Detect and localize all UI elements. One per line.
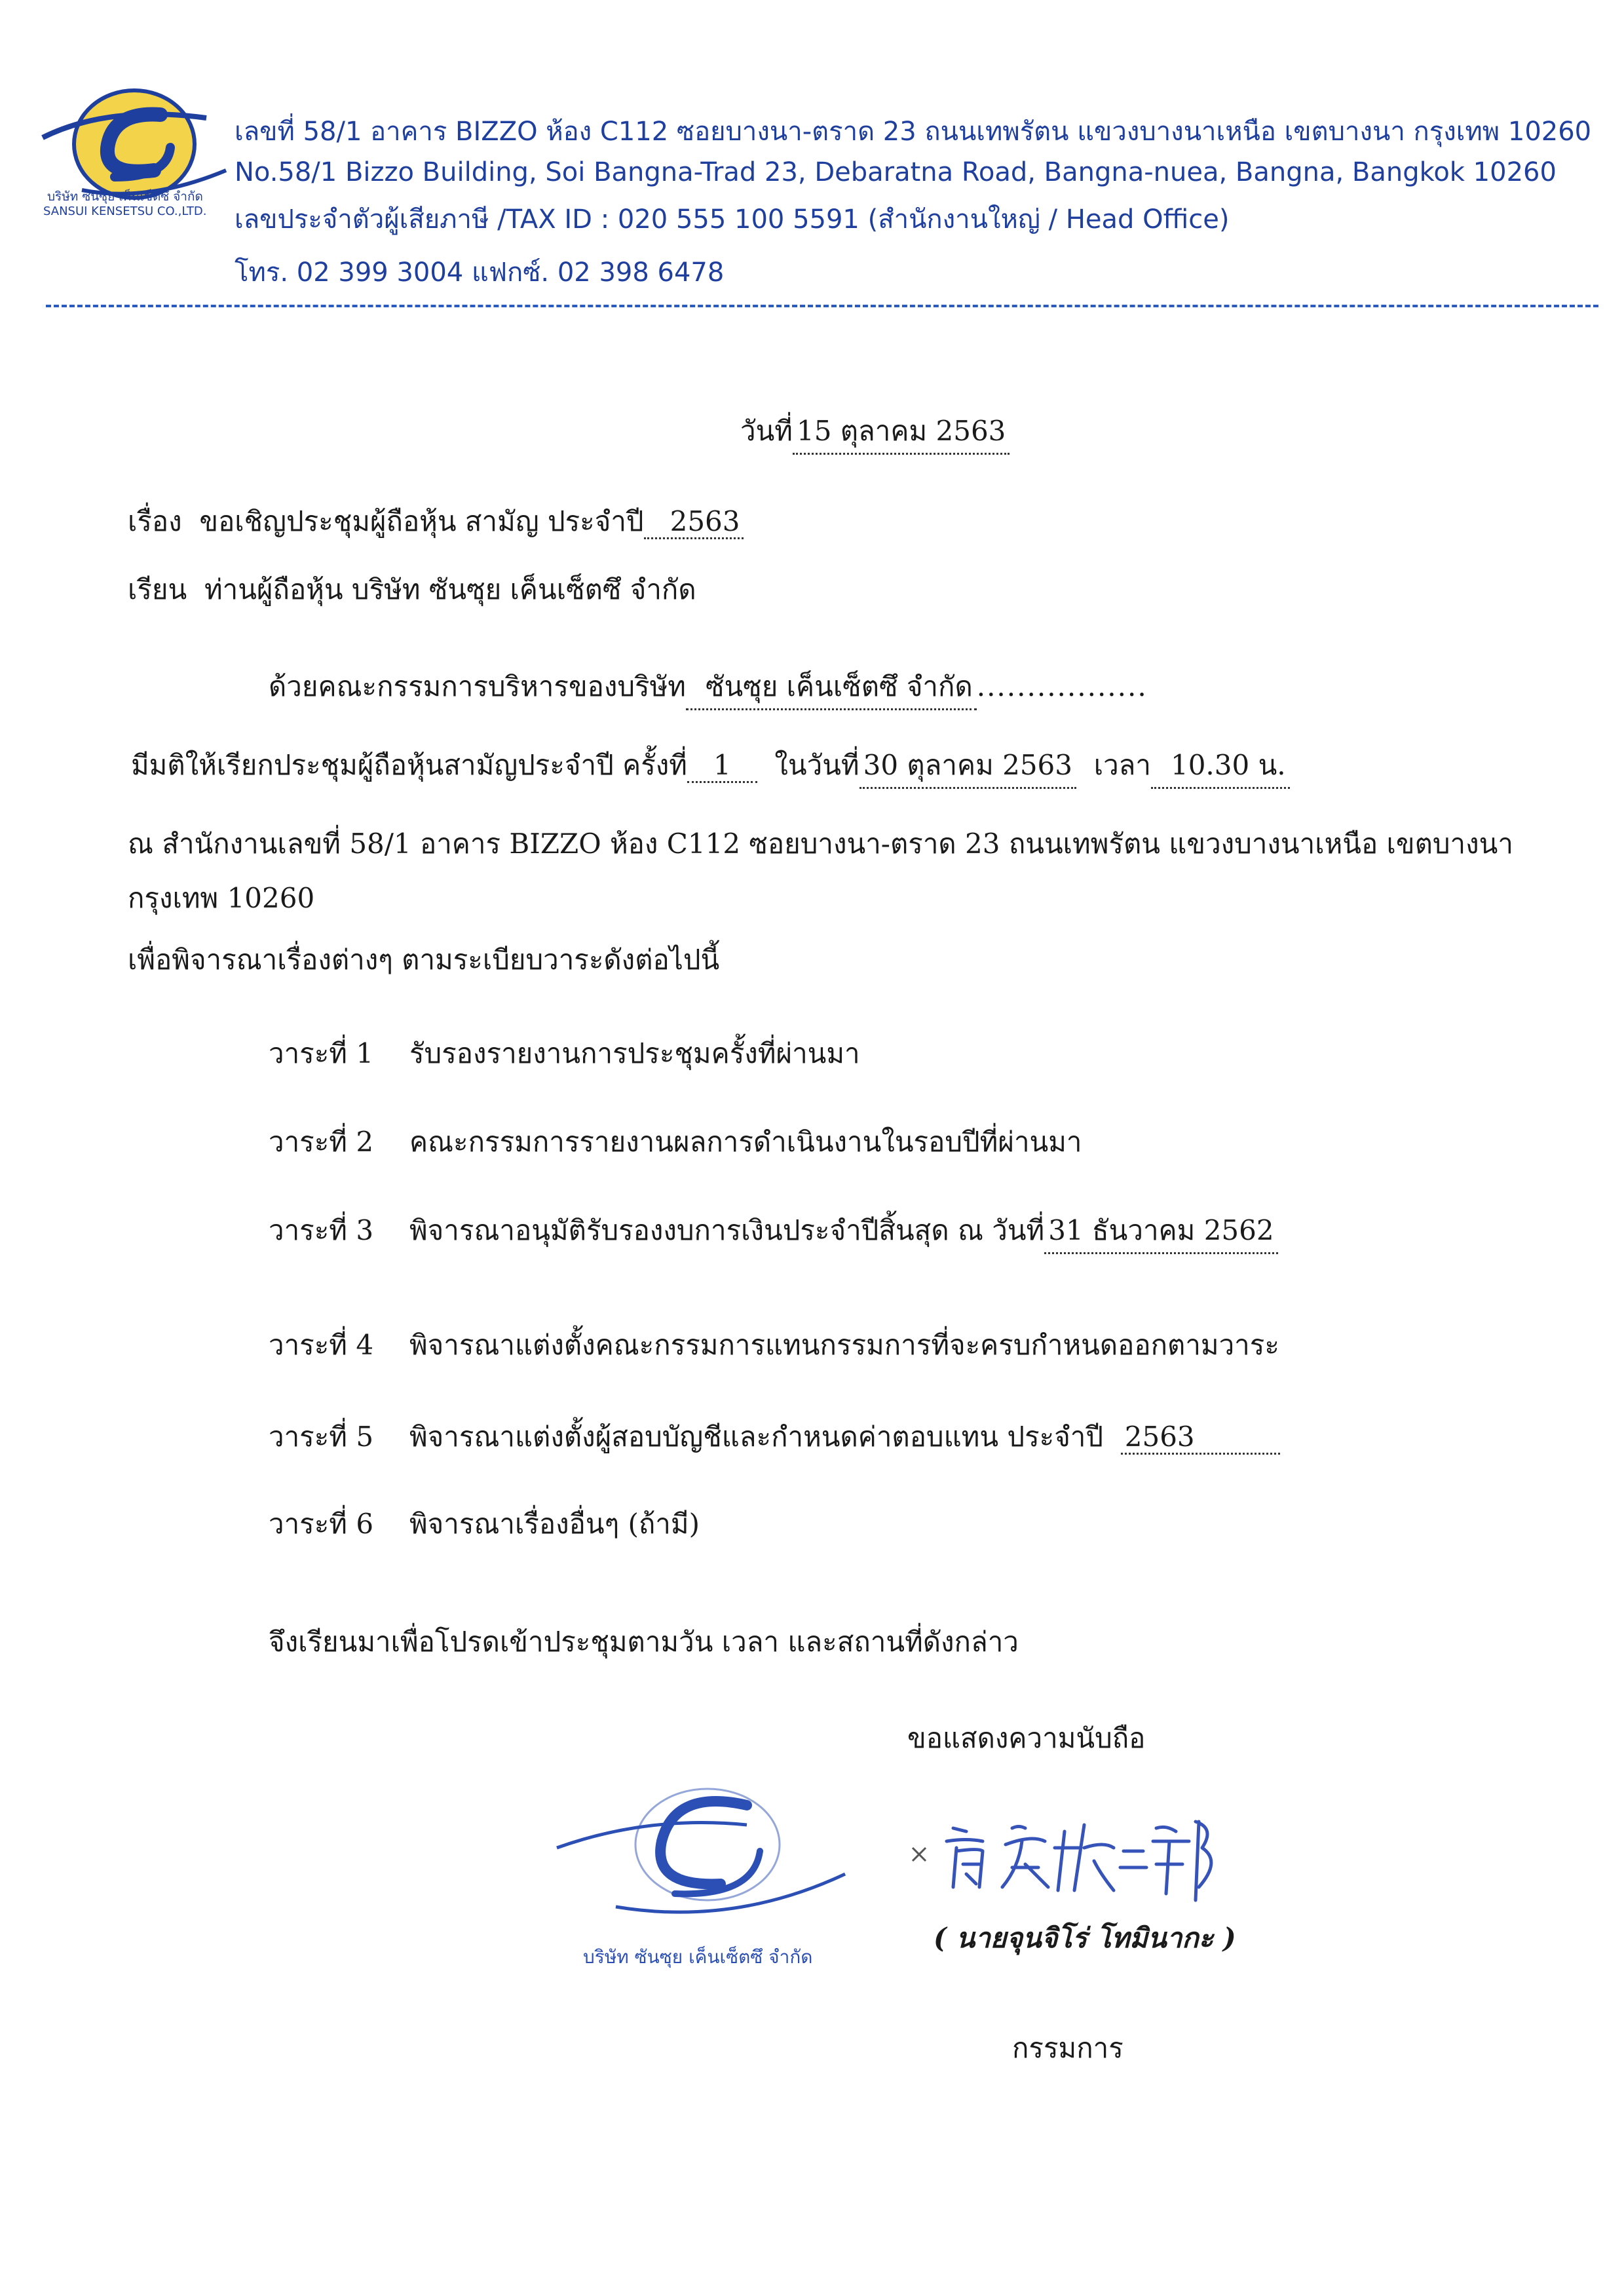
- para-l1-pre: ด้วยคณะกรรมการบริหารของบริษัท: [269, 670, 686, 702]
- agenda-text: รับรองรายงานการประชุมครั้งที่ผ่านมา: [409, 1037, 860, 1069]
- signature-image: [907, 1802, 1248, 1913]
- agenda-fill: 31 ธันวาคม 2562: [1044, 1209, 1277, 1254]
- para-company: ซันซุย เค็นเซ็ตซึ จำกัด: [686, 665, 977, 710]
- agenda-item: [269, 1120, 1082, 1164]
- to-label: เรียน: [128, 573, 187, 605]
- date-label: วันที่: [740, 415, 793, 447]
- agenda-fill: 2563: [1121, 1421, 1280, 1455]
- meeting-number: 1: [687, 749, 757, 783]
- date-value: 15 ตุลาคม 2563: [793, 410, 1010, 455]
- para-date-label: ในวันที่: [774, 749, 859, 781]
- letterhead-tax-id: เลขประจำตัวผู้เสียภาษี /TAX ID : 020 555 100 5591 (สำนักงานใหญ่ / Head Office): [235, 204, 1230, 235]
- logo-caption-th: บริษัท ซันซุย เค็นเซ็ตซึ จำกัด: [47, 189, 203, 204]
- agenda-text: พิจารณาแต่งตั้งคณะกรรมการแทนกรรมการที่จะครบกำหนดออกตามวาระ: [409, 1329, 1279, 1361]
- agenda-item: [269, 1324, 1279, 1367]
- agenda-number: วาระที่ 6: [269, 1508, 374, 1540]
- signer-name: ( นายจุนจิโร่ โทมินากะ ): [934, 1922, 1236, 1954]
- closing-line: จึงเรียนมาเพื่อโปรดเข้าประชุมตามวัน เวลา และสถานที่ดังกล่าว: [269, 1626, 1019, 1658]
- para-line-5: เพื่อพิจารณาเรื่องต่างๆ ตามระเบียบวาระดังต่อไปนี้: [128, 944, 720, 976]
- letterhead-divider: [46, 305, 1598, 307]
- agenda-text: พิจารณาเรื่องอื่นๆ (ถ้ามี): [409, 1508, 700, 1540]
- para-line-1: [269, 665, 1148, 710]
- agenda-item: [269, 1032, 860, 1075]
- subject-text: ขอเชิญประชุมผู้ถือหุ้น สามัญ ประจำปี: [199, 505, 644, 537]
- letterhead-phone-fax: โทร. 02 399 3004 แฟกซ์. 02 398 6478: [235, 258, 725, 288]
- company-stamp-icon: [550, 1776, 852, 1933]
- to-text: ท่านผู้ถือหุ้น บริษัท ซันซุย เค็นเซ็ตซึ จำกัด: [204, 573, 696, 605]
- agenda-number: วาระที่ 1: [269, 1037, 374, 1069]
- para-line-4: กรุงเทพ 10260: [128, 882, 315, 914]
- letterhead-address-en: No.58/1 Bizzo Building, Soi Bangna-Trad 23, Debaratna Road, Bangna-nuea, Bangna, Bangkok 10260: [235, 157, 1557, 187]
- subject-year: 2563: [644, 505, 744, 539]
- subject-line: [128, 500, 744, 543]
- letter-date: [740, 410, 1010, 455]
- logo-caption-en: SANSUI KENSETSU CO.,LTD.: [43, 204, 207, 218]
- signer-position: กรรมการ: [1012, 2032, 1124, 2064]
- subject-label: เรื่อง: [128, 505, 182, 537]
- agenda-number: วาระที่ 2: [269, 1126, 374, 1158]
- agenda-number: วาระที่ 4: [269, 1329, 374, 1361]
- meeting-date: 30 ตุลาคม 2563: [859, 744, 1076, 789]
- para-l2-pre: มีมติให้เรียกประชุมผู้ถือหุ้นสามัญประจำปี ครั้งที่: [131, 749, 687, 781]
- agenda-number: วาระที่ 5: [269, 1421, 374, 1453]
- agenda-text: พิจารณาอนุมัติรับรองงบการเงินประจำปีสิ้นสุด ณ วันที่: [409, 1214, 1045, 1246]
- to-line: [128, 568, 696, 611]
- agenda-text: คณะกรรมการรายงานผลการดำเนินงานในรอบปีที่ผ่านมา: [409, 1126, 1082, 1158]
- regards: ขอแสดงความนับถือ: [907, 1722, 1146, 1754]
- agenda-text: พิจารณาแต่งตั้งผู้สอบบัญชีและกำหนดค่าตอบแทน ประจำปี: [409, 1421, 1104, 1453]
- para-time-label: เวลา: [1093, 749, 1151, 781]
- letterhead-address-th: เลขที่ 58/1 อาคาร BIZZO ห้อง C112 ซอยบางนา-ตราด 23 ถนนเทพรัตน แขวงบางนาเหนือ เขตบางนา กรุงเทพ 10260: [235, 117, 1592, 147]
- agenda-item: [269, 1502, 700, 1546]
- stamp-caption: บริษัท ซันซุย เค็นเซ็ตซึ จำกัด: [583, 1946, 813, 1968]
- para-line-2: [131, 744, 1290, 789]
- para-l1-dots: .................: [976, 670, 1148, 702]
- agenda-number: วาระที่ 3: [269, 1214, 374, 1246]
- agenda-item: [269, 1415, 1280, 1459]
- para-line-3: ณ สำนักงานเลขที่ 58/1 อาคาร BIZZO ห้อง C112 ซอยบางนา-ตราด 23 ถนนเทพรัตน แขวงบางนาเหนือ เขตบางนา: [128, 828, 1513, 860]
- agenda-item: [269, 1209, 1278, 1254]
- meeting-time: 10.30 น.: [1151, 744, 1290, 789]
